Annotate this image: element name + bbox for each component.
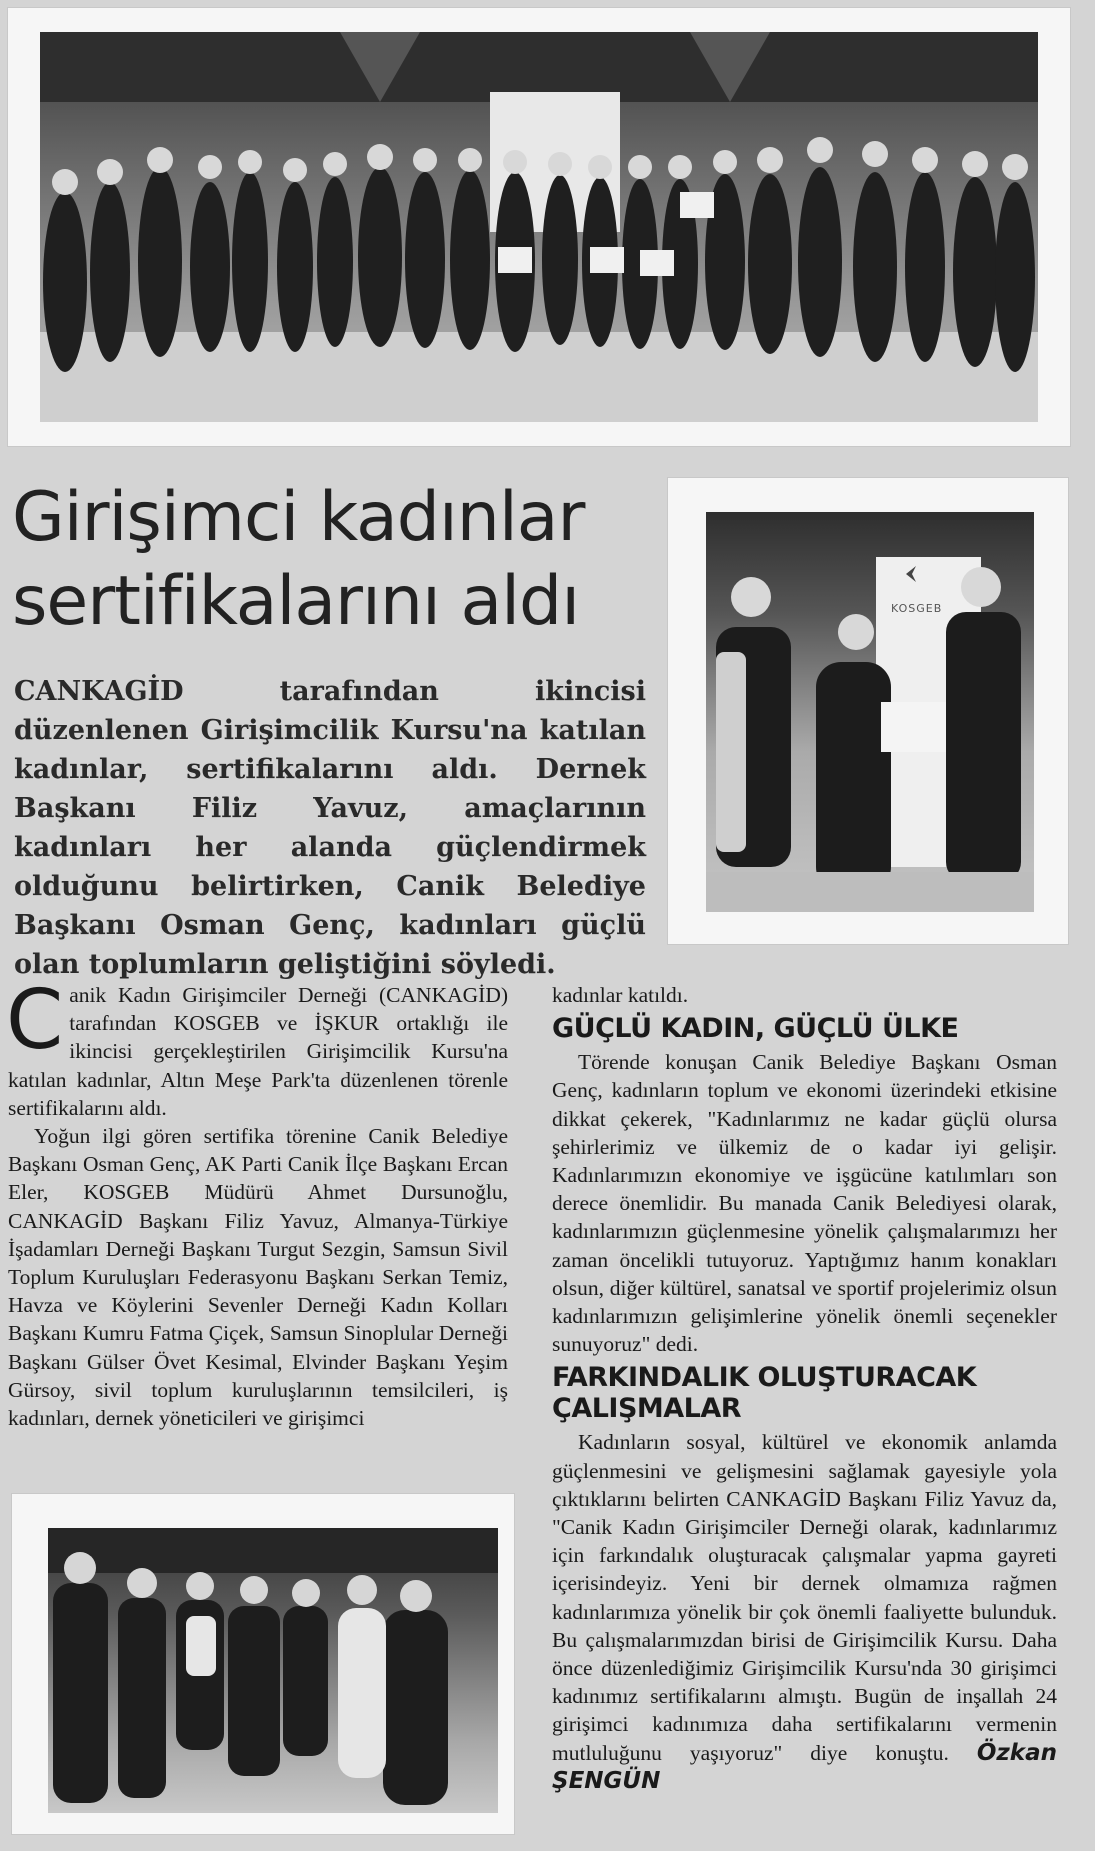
byline: Özkan ŞENGÜN <box>552 1739 1057 1794</box>
article-paragraph-3: Törende konuşan Canik Belediye Başkanı Osman Genç, kadınların toplum ve ekonomi üzerindeki etkisine dikkat çekerek, "Kadınlarımız ne kadar güçlü olursa şehirlerimiz ve ülkemiz de o kadar iyi gelişir. Kadınlarımızın ekonomiye ve işgücüne katılımları son derece önemlidir. Bu manada Canik Belediyesi olarak, kadınlarımızın güçlenmesine yönelik çalışmalarımızı her zaman öncelikli tutuyoruz. Yaptığımız hanım konakları olsun, diğer kültürel, sanatsal ve sportif projelerimiz olsun kadınlarımızın gelişimlerine yönelik önemli seçenekler sunuyoruz" dedi. <box>552 1050 1057 1357</box>
women-group-photo-image <box>48 1528 498 1813</box>
lead-paragraph: CANKAGİD tarafından ikincisi düzenlenen Girişimcilik Kursu'na katılan kadınlar, sertifikalarını aldı. Dernek Başkanı Filiz Yavuz, amaçlarının kadınları her alanda güçlendirmek olduğunu belirtirken, Canik Belediye Başkanı Osman Genç, kadınları güçlü olan toplumların geliştiğini söyledi. <box>14 676 646 980</box>
top-photo-frame <box>8 8 1070 446</box>
subheading-awareness: FARKINDALIK OLUŞTURACAK ÇALIŞMALAR <box>552 1362 977 1425</box>
subheading-strong-women: GÜÇLÜ KADIN, GÜÇLÜ ÜLKE <box>552 1013 959 1045</box>
article-paragraph-2-continued: kadınlar katıldı. <box>552 983 689 1007</box>
article-column-right <box>552 981 1057 1795</box>
certificate-photo <box>706 512 1034 912</box>
women-group-photo <box>48 1528 498 1813</box>
certificate-photo-image <box>706 512 1034 912</box>
article-column-left <box>6 973 508 1432</box>
bottom-photo-frame <box>12 1494 514 1834</box>
dropcap: C <box>6 973 64 1068</box>
kosgeb-sign: KOSGEB <box>891 602 943 615</box>
right-photo-frame <box>668 478 1068 944</box>
group-photo-image <box>40 32 1038 422</box>
group-photo <box>40 32 1038 422</box>
article-paragraph-4: Kadınların sosyal, kültürel ve ekonomik anlamda güçlenmesini ve gelişmesini sağlamak gayesiyle yola çıktıklarını belirten CANKAGİD Başkanı Filiz Yavuz da, "Canik Kadın Girişimciler Derneği olarak, kadınlarımız için farkındalık oluşturacak çalışmalar yapma gayreti içerisindeyiz. Yeni bir dernek olmamıza rağmen kadınlarımıza yönelik bir çok önemli faaliyette bulunduk. Bu çalışmalarımızdan birisi de Girişimcilik Kursu. Daha önce düzenlediğimiz Girişimcilik Kursu'nda 30 girişimci kadınımız sertifikalarını almıştı. Bugün de inşallah 24 girişimci kadınımıza daha sertifikalarını vermenin mutluluğunu yaşıyoruz" diye konuştu. Özkan ŞENGÜN <box>552 1430 1057 1794</box>
headline: Girişimci kadınlar sertifikalarını aldı <box>12 478 585 641</box>
article-paragraph-1: Canik Kadın Girişimciler Derneği (CANKAGİD) tarafından KOSGEB ve İŞKUR ortaklığı ile ikincisi gerçekleştirilen Girişimcilik Kursu'na katılan kadınlar, Altın Meşe Park'ta düzenlenen törenle sertifikalarını aldı. <box>6 973 508 1120</box>
article-paragraph-2: Yoğun ilgi gören sertifika törenine Canik Belediye Başkanı Osman Genç, AK Parti Canik İlçe Başkanı Ercan Eler, KOSGEB Müdürü Ahmet Dursunoğlu, CANKAGİD Başkanı Filiz Yavuz, Almanya-Türkiye İşadamları Derneği Başkanı Turgut Sezgin, Samsun Sivil Toplum Kuruluşları Federasyonu Başkanı Serkan Temiz, Havza ve Köylerini Sevenler Derneği Kadın Kolları Başkanı Kumru Fatma Çiçek, Samsun Sinoplular Derneği Başkanı Gülser Övet Kesimal, Elvinder Başkanı Yeşim Gürsoy, sivil toplum kuruluşlarının temsilcileri, iş kadınları, dernek yöneticileri ve girişimci <box>8 1124 508 1431</box>
